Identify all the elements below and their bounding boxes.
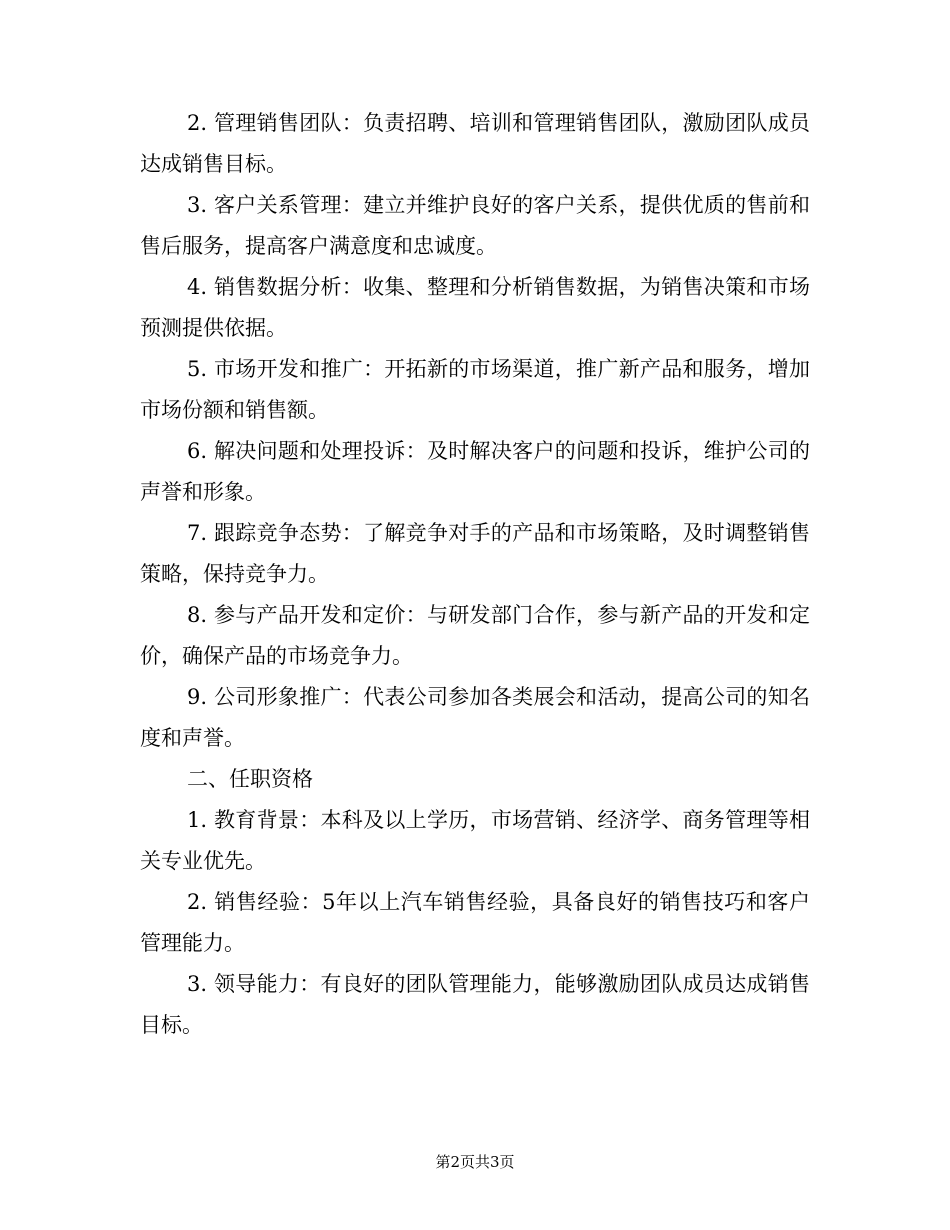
duty-item-9: 9. 公司形象推广：代表公司参加各类展会和活动，提高公司的知名度和声誉。 xyxy=(140,685,810,750)
qualification-item-3: 3. 领导能力：有良好的团队管理能力，能够激励团队成员达成销售目标。 xyxy=(140,972,810,1037)
duty-item-7: 7. 跟踪竞争态势：了解竞争对手的产品和市场策略，及时调整销售策略，保持竞争力。 xyxy=(140,521,810,586)
duty-item-8: 8. 参与产品开发和定价：与研发部门合作，参与新产品的开发和定价，确保产品的市场竞争力。 xyxy=(140,603,810,668)
duty-item-4: 4. 销售数据分析：收集、整理和分析销售数据，为销售决策和市场预测提供依据。 xyxy=(140,275,810,340)
page-number: 第2页共3页 xyxy=(435,1153,515,1171)
qualification-item-1: 1. 教育背景：本科及以上学历，市场营销、经济学、商务管理等相关专业优先。 xyxy=(140,808,810,873)
duty-item-6: 6. 解决问题和处理投诉：及时解决客户的问题和投诉，维护公司的声誉和形象。 xyxy=(140,439,810,504)
duty-item-3: 3. 客户关系管理：建立并维护良好的客户关系，提供优质的售前和售后服务，提高客户满意度和忠诚度。 xyxy=(140,193,810,258)
duty-item-2: 2. 管理销售团队：负责招聘、培训和管理销售团队，激励团队成员达成销售目标。 xyxy=(140,111,810,176)
section-heading-qualifications: 二、任职资格 xyxy=(187,767,313,791)
qualification-item-2: 2. 销售经验：5年以上汽车销售经验，具备良好的销售技巧和客户管理能力。 xyxy=(140,890,810,955)
document-body xyxy=(140,103,810,1046)
duty-item-5: 5. 市场开发和推广：开拓新的市场渠道，推广新产品和服务，增加市场份额和销售额。 xyxy=(140,357,810,422)
